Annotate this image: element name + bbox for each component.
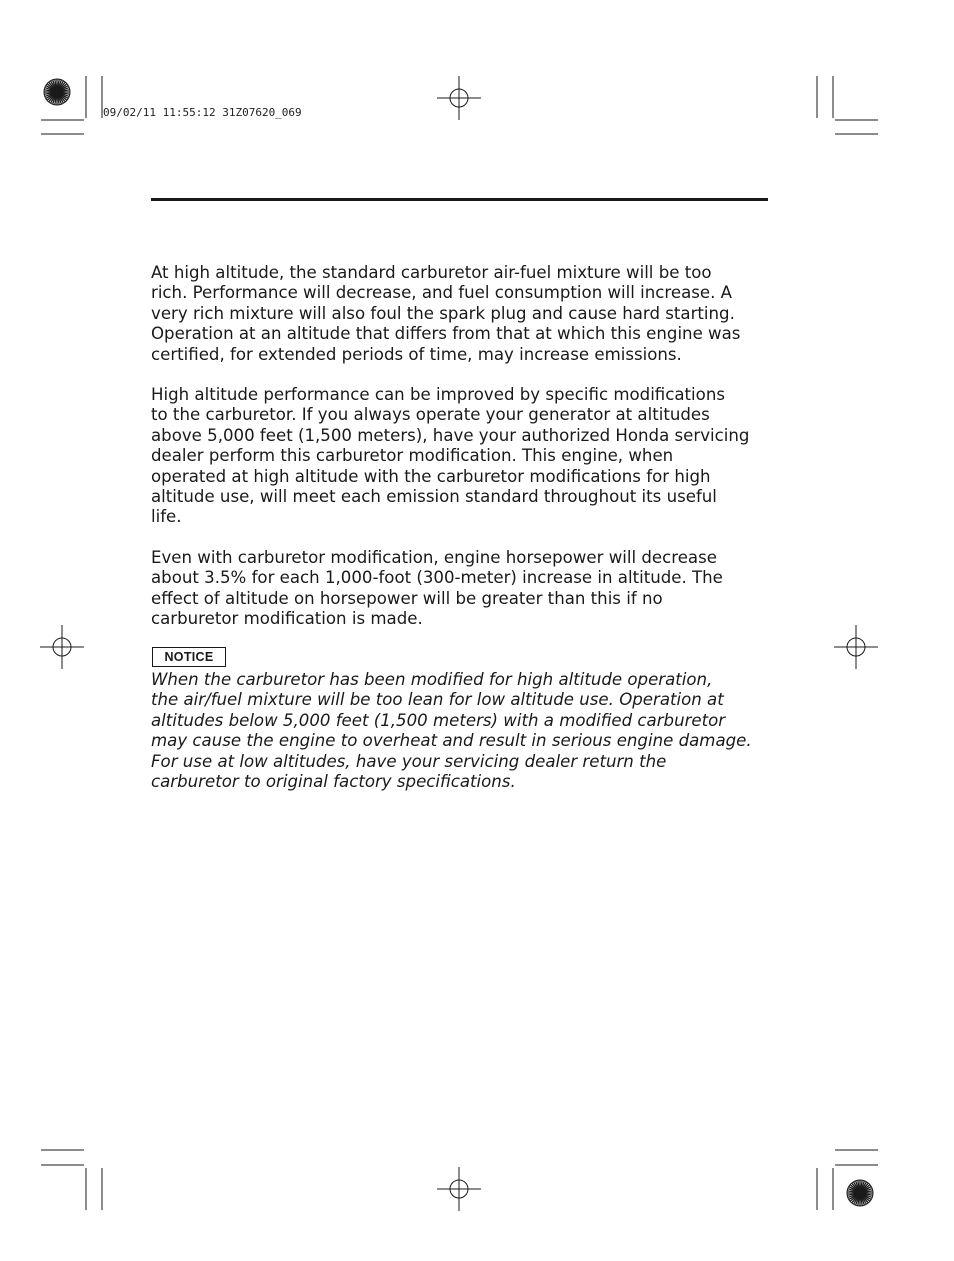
registration-crosshair-right: [834, 625, 878, 669]
registration-crosshair-top: [437, 76, 481, 120]
starburst-target-bottom-right: [847, 1180, 873, 1206]
notice-text: When the carburetor has been modified for high altitude operation, the air/fuel mixture will be too lean for low altitude use. Operation at altitudes below 5,000 feet (1,500 meters) with a modified carburetor may cause the engine to overheat and result in serious engine damage. For use at low altitudes, have your servicing dealer return the carburetor to original factory specifications.: [151, 670, 752, 792]
paragraph-horsepower-decrease: Even with carburetor modification, engine horsepower will decrease about 3.5% for each 1,000-foot (300-meter) increase in altitude. The effect of altitude on horsepower will be greater than this if no carburetor modification is made.: [151, 548, 723, 629]
registration-crosshair-left: [40, 625, 84, 669]
paragraph-high-altitude-mixture: At high altitude, the standard carburetor air-fuel mixture will be too rich. Performance will decrease, and fuel consumption will increase. A very rich mixture will also foul the spark plug and cause hard starting. Operation at an altitude that differs from that at which this engine was certified, for extended periods of time, may increase emissions.: [151, 263, 741, 364]
print-timestamp: 09/02/11 11:55:12 31Z07620_069: [103, 106, 302, 119]
starburst-target-top-left: [44, 79, 70, 105]
registration-crosshair-bottom: [437, 1167, 481, 1211]
paragraph-carburetor-modification: High altitude performance can be improved by specific modifications to the carburetor. If you always operate your generator at altitudes above 5,000 feet (1,500 meters), have your authorized Honda servicing dealer perform this carburetor modification. This engine, when operated at high altitude with the carburetor modifications for high altitude use, will meet each emission standard throughout its useful life.: [151, 385, 750, 527]
notice-badge: NOTICE: [152, 647, 226, 667]
header-rule: [151, 198, 768, 201]
